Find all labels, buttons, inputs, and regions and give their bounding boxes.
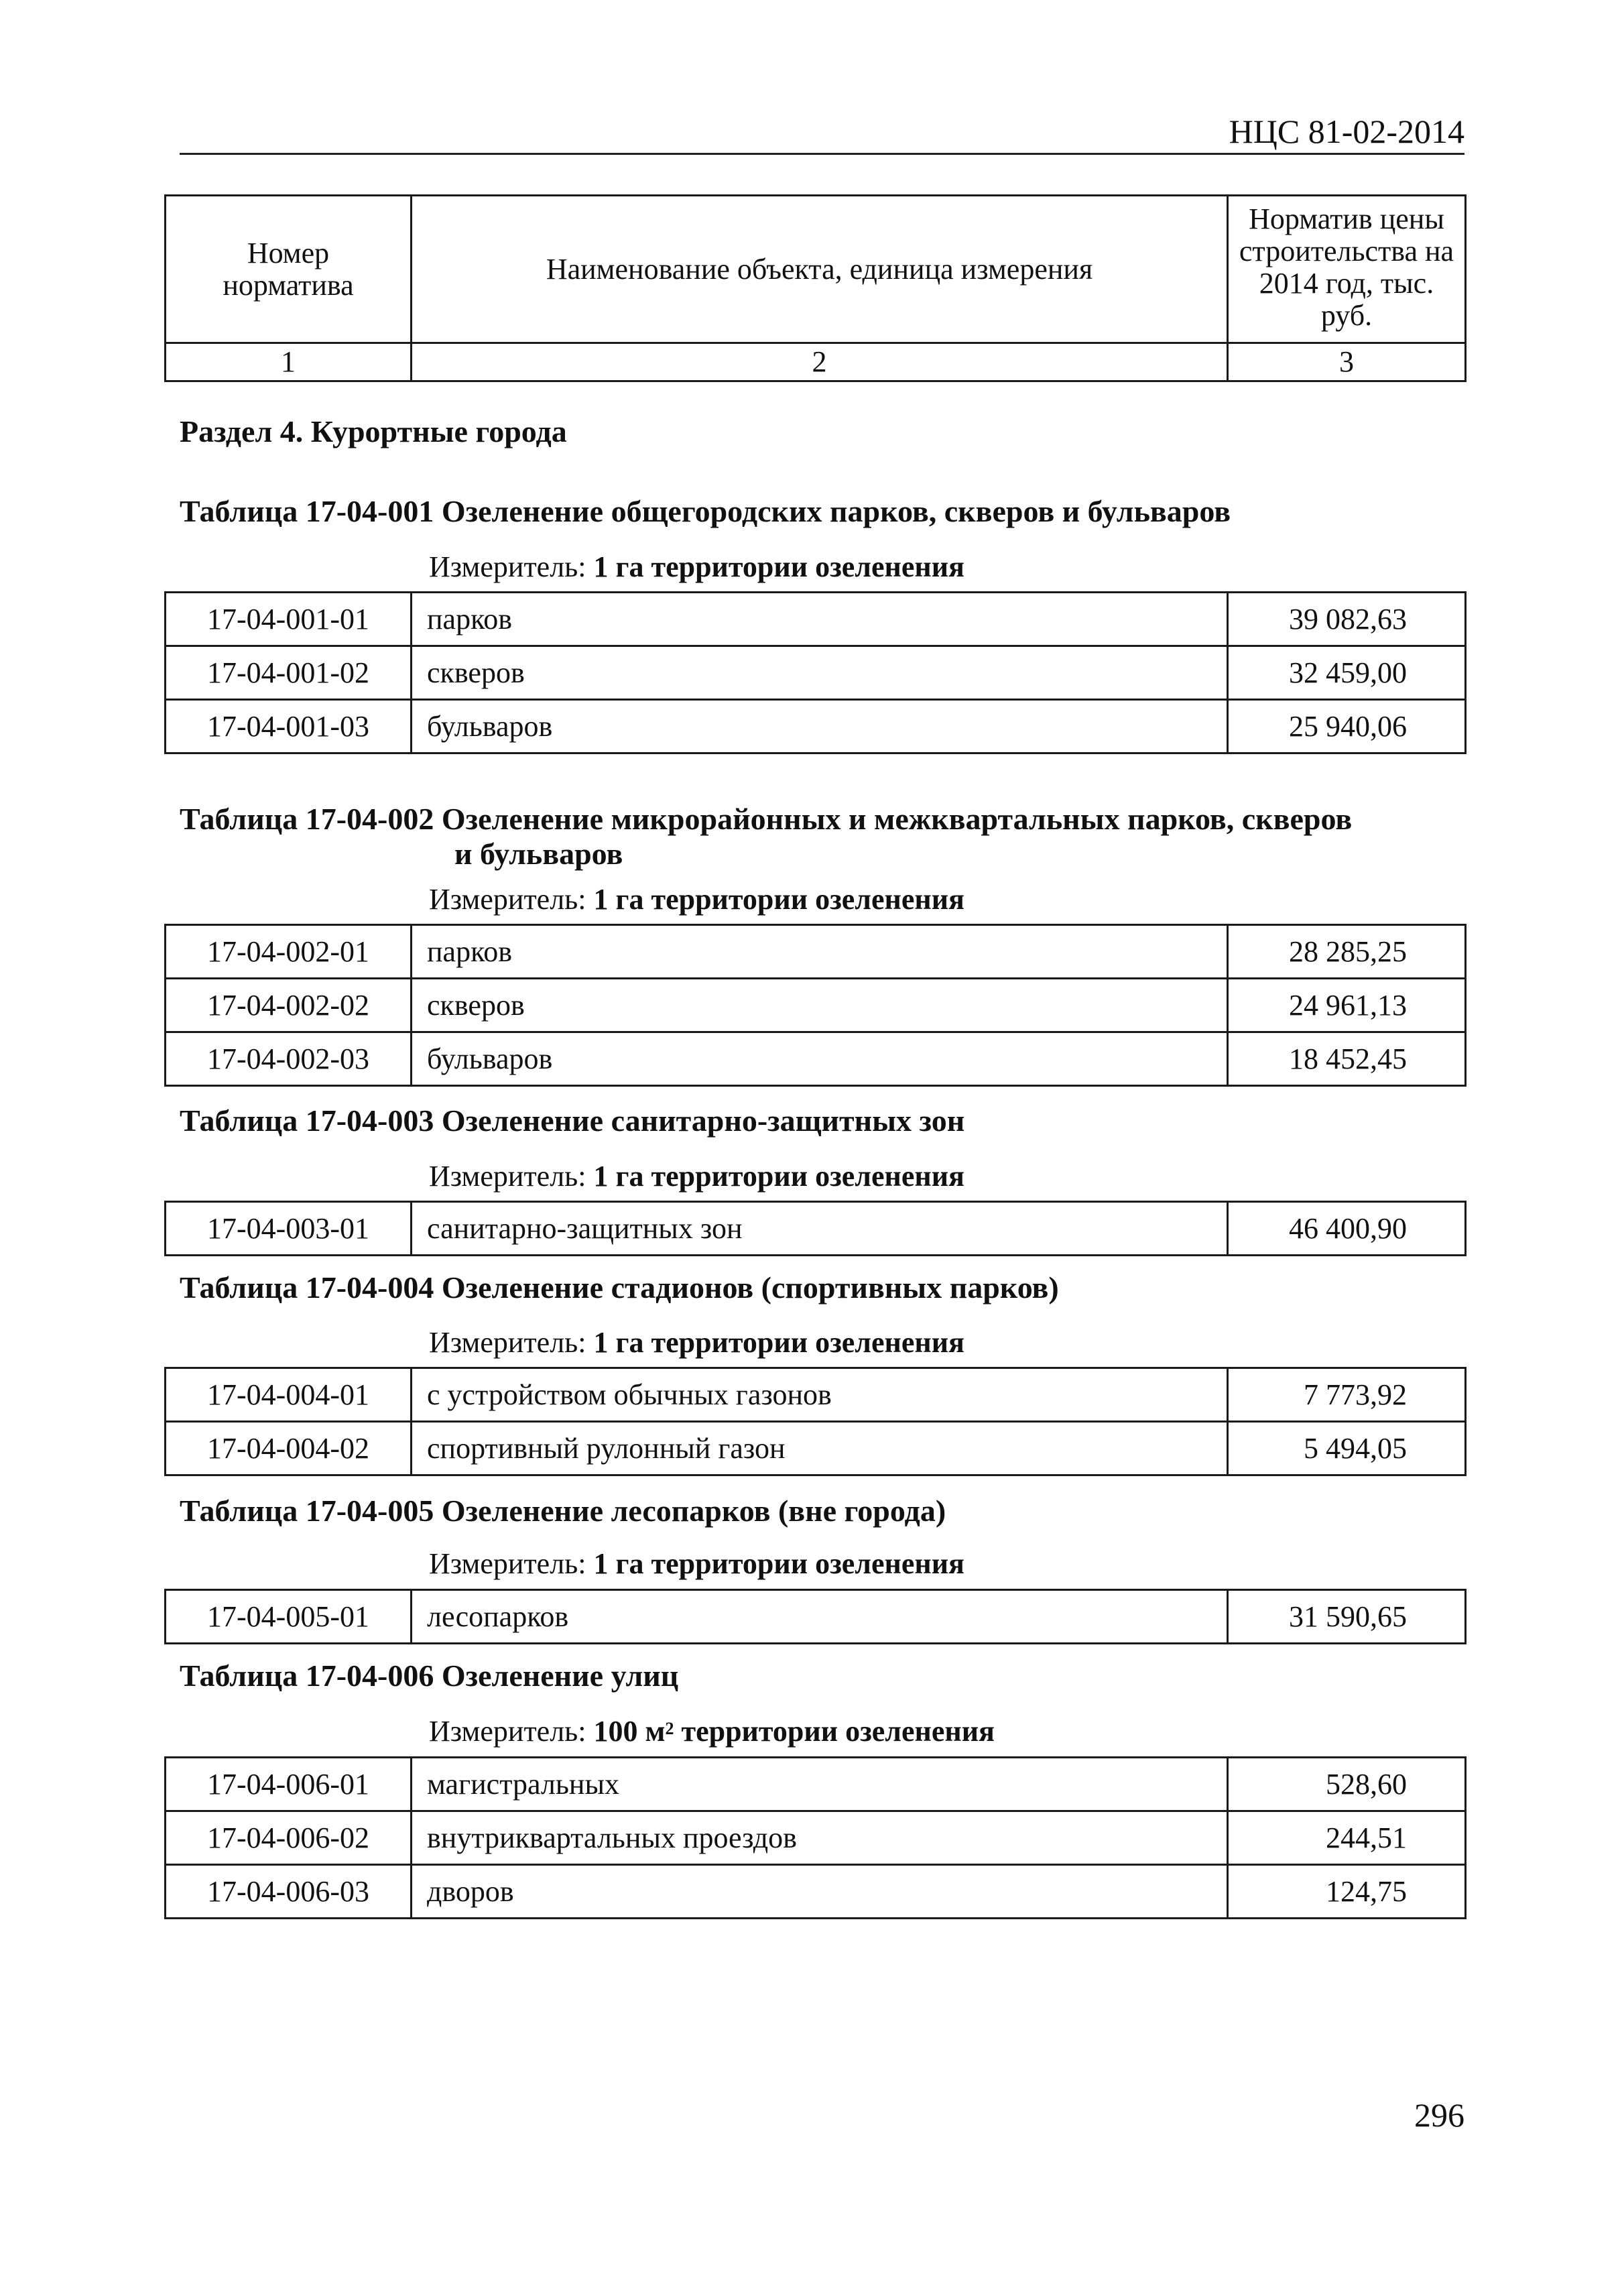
row-price: 124,75 (1228, 1865, 1466, 1919)
table-17-04-005 (164, 1589, 1467, 1644)
document-code: НЦС 81-02-2014 (1229, 113, 1464, 150)
table-row (166, 1758, 1466, 1811)
table-17-04-006 (164, 1756, 1467, 1919)
row-price: 18 452,45 (1228, 1032, 1466, 1086)
table-meter (429, 1158, 964, 1195)
row-name: спортивный рулонный газон (412, 1422, 1228, 1475)
row-name: бульваров (412, 700, 1228, 753)
meter-label: Измеритель: (429, 883, 586, 916)
header-cell-price: Норматив цены строительства на 2014 год, тыс. руб. (1228, 196, 1466, 343)
row-price: 32 459,00 (1228, 646, 1466, 700)
meter-value: 1 га территории озеленения (593, 883, 964, 916)
table-title (180, 802, 1453, 871)
meter-label: Измеритель: (429, 1547, 586, 1580)
row-price: 528,60 (1228, 1758, 1466, 1811)
table-meter (429, 548, 964, 586)
row-code: 17-04-001-03 (166, 700, 412, 753)
row-code: 17-04-006-01 (166, 1758, 412, 1811)
meter-label: Измеритель: (429, 1160, 586, 1193)
page-number: 296 (1414, 2096, 1464, 2134)
meter-value-superscript: 2 (665, 1719, 674, 1738)
row-code: 17-04-001-02 (166, 646, 412, 700)
meter-value: 1 га территории озеленения (593, 1160, 964, 1193)
row-code: 17-04-002-01 (166, 925, 412, 979)
row-price: 25 940,06 (1228, 700, 1466, 753)
row-name: парков (412, 593, 1228, 646)
table-17-04-003 (164, 1201, 1467, 1256)
row-code: 17-04-003-01 (166, 1202, 412, 1256)
table-row (166, 925, 1466, 979)
meter-label: Измеритель: (429, 1326, 586, 1359)
table-row (166, 1590, 1466, 1644)
row-name: бульваров (412, 1032, 1228, 1086)
row-code: 17-04-001-01 (166, 593, 412, 646)
table-row (166, 979, 1466, 1032)
table-17-04-002 (164, 924, 1467, 1087)
meter-value: 1 га территории озеленения (593, 550, 964, 583)
meter-label: Измеритель: (429, 550, 586, 583)
header-number-row (166, 343, 1466, 381)
row-name: санитарно-защитных зон (412, 1202, 1228, 1256)
row-name: дворов (412, 1865, 1228, 1919)
column-number-1: 1 (166, 343, 412, 381)
table-meter (429, 1545, 964, 1583)
header-rule (180, 153, 1464, 155)
meter-label: Измеритель: (429, 1715, 586, 1748)
row-code: 17-04-006-03 (166, 1865, 412, 1919)
table-meter (429, 1713, 995, 1750)
row-price: 244,51 (1228, 1811, 1466, 1865)
table-row (166, 1202, 1466, 1256)
row-price: 24 961,13 (1228, 979, 1466, 1032)
table-title: Таблица 17-04-005 Озеленение лесопарков (вне города) (180, 1494, 946, 1528)
row-code: 17-04-005-01 (166, 1590, 412, 1644)
column-header-table (164, 194, 1467, 382)
row-code: 17-04-004-01 (166, 1368, 412, 1422)
row-name: парков (412, 925, 1228, 979)
meter-value-suffix: территории озеленения (674, 1715, 995, 1748)
row-name: внутриквартальных проездов (412, 1811, 1228, 1865)
row-price: 46 400,90 (1228, 1202, 1466, 1256)
table-row (166, 646, 1466, 700)
table-row (166, 1422, 1466, 1475)
meter-value: 1 га территории озеленения (593, 1547, 964, 1580)
table-meter (429, 881, 964, 918)
row-price: 5 494,05 (1228, 1422, 1466, 1475)
row-code: 17-04-004-02 (166, 1422, 412, 1475)
row-code: 17-04-002-02 (166, 979, 412, 1032)
header-row (166, 196, 1466, 343)
table-title-continuation: и бульваров (454, 837, 623, 871)
table-meter (429, 1324, 964, 1362)
table-row (166, 1865, 1466, 1919)
header-cell-number: Номер норматива (166, 196, 412, 343)
row-price: 31 590,65 (1228, 1590, 1466, 1644)
row-name: скверов (412, 979, 1228, 1032)
table-title: Таблица 17-04-003 Озеленение санитарно-защитных зон (180, 1103, 965, 1138)
row-price: 39 082,63 (1228, 593, 1466, 646)
table-row (166, 1811, 1466, 1865)
row-code: 17-04-002-03 (166, 1032, 412, 1086)
column-number-3: 3 (1228, 343, 1466, 381)
meter-value: 1 га территории озеленения (593, 1326, 964, 1359)
header-cell-name: Наименование объекта, единица измерения (412, 196, 1228, 343)
column-number-2: 2 (412, 343, 1228, 381)
row-name: лесопарков (412, 1590, 1228, 1644)
meter-value-prefix: 100 м (593, 1715, 666, 1748)
table-title: Таблица 17-04-001 Озеленение общегородских парков, скверов и бульваров (180, 494, 1231, 528)
row-code: 17-04-006-02 (166, 1811, 412, 1865)
row-name: с устройством обычных газонов (412, 1368, 1228, 1422)
table-row (166, 1032, 1466, 1086)
table-title-line: Таблица 17-04-002 Озеленение микрорайонных и межквартальных парков, скверов (180, 802, 1353, 836)
table-17-04-004 (164, 1367, 1467, 1476)
row-name: скверов (412, 646, 1228, 700)
table-row (166, 593, 1466, 646)
table-row (166, 1368, 1466, 1422)
row-price: 28 285,25 (1228, 925, 1466, 979)
table-row (166, 700, 1466, 753)
meter-value (593, 1715, 994, 1748)
row-price: 7 773,92 (1228, 1368, 1466, 1422)
row-name: магистральных (412, 1758, 1228, 1811)
table-17-04-001 (164, 591, 1467, 754)
section-title: Раздел 4. Курортные города (180, 414, 567, 448)
table-title: Таблица 17-04-006 Озеленение улиц (180, 1658, 679, 1693)
table-title: Таблица 17-04-004 Озеленение стадионов (спортивных парков) (180, 1270, 1059, 1305)
